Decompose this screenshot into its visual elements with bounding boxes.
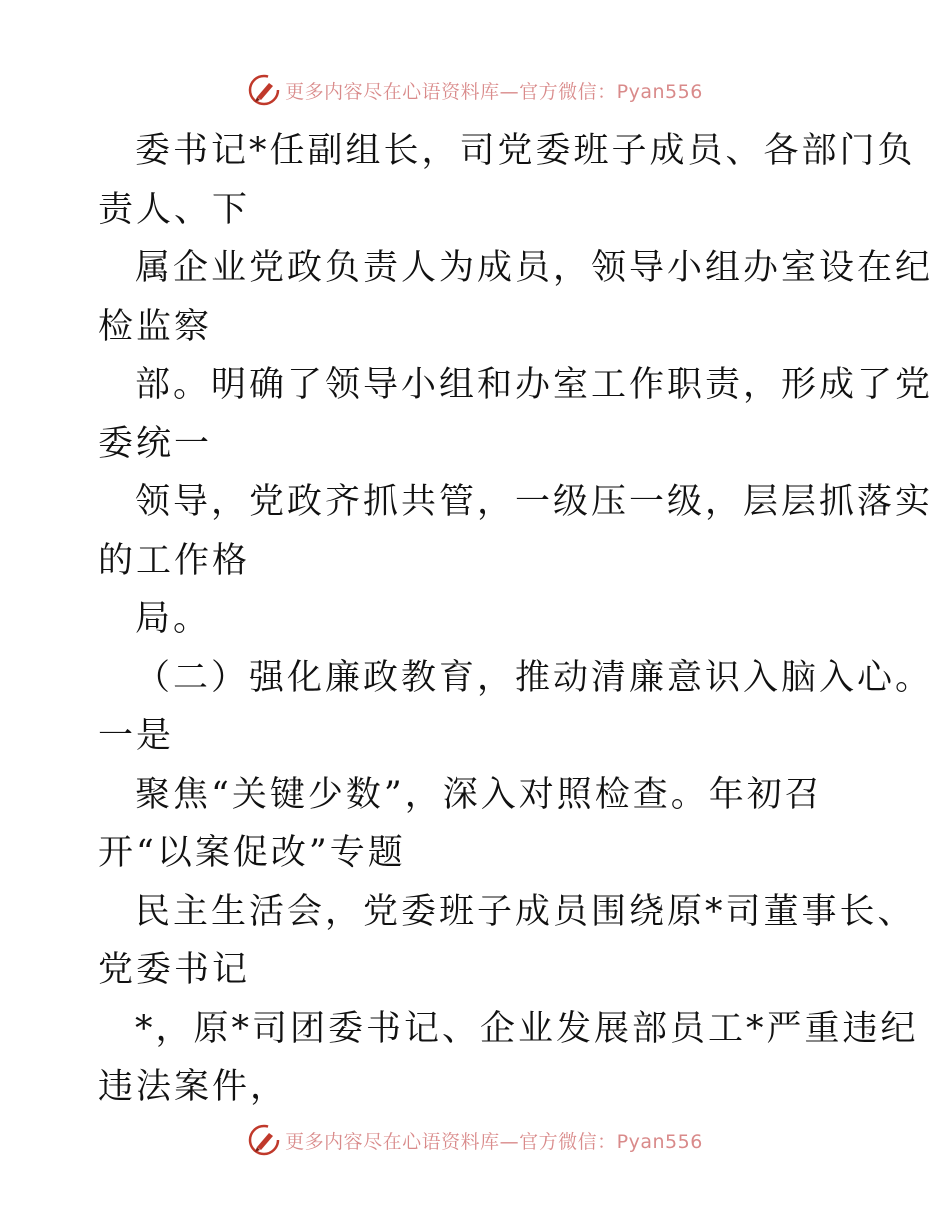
- watermark-text: 更多内容尽在心语资料库—官方微信：Pyan556: [285, 80, 703, 103]
- text-line: 违法案件，: [98, 1067, 289, 1107]
- text-line: *，原*司团委书记、企业发展部员工*严重违纪: [135, 1008, 919, 1049]
- watermark-text: 更多内容尽在心语资料库—官方微信：Pyan556: [285, 1130, 703, 1153]
- text-line: 部。明确了领导小组和办室工作职责，形成了党: [135, 365, 934, 405]
- text-line: 民主生活会，党委班子成员围绕原*司董事长、: [135, 891, 916, 932]
- footer-watermark: [0, 1120, 950, 1160]
- text-line: 责人、下: [98, 189, 251, 230]
- text-line: 一是: [98, 716, 175, 756]
- text-line: 聚焦“关键少数”，深入对照检查。年初召: [135, 774, 823, 815]
- pen-seal-logo-icon: [247, 1123, 281, 1157]
- document-body: [98, 122, 934, 1117]
- text-line: 党委书记: [98, 950, 251, 990]
- header-watermark: [0, 70, 950, 110]
- text-line: 委统一: [98, 423, 213, 464]
- text-line: 领导，党政齐抓共管，一级压一级，层层抓落实: [135, 482, 934, 522]
- text-line: 属企业党政负责人为成员，领导小组办室设在纪: [135, 248, 934, 288]
- text-line: 的工作格: [98, 540, 251, 581]
- pen-seal-logo-icon: [247, 73, 281, 107]
- text-line: 委书记*任副组长，司党委班子成员、各部门负: [135, 131, 916, 171]
- text-line: （二）强化廉政教育，推动清廉意识入脑入心。: [135, 657, 934, 698]
- text-line: 检监察: [98, 306, 213, 347]
- text-line: 开“以案促改”专题: [98, 833, 406, 873]
- text-line: 局。: [135, 599, 212, 639]
